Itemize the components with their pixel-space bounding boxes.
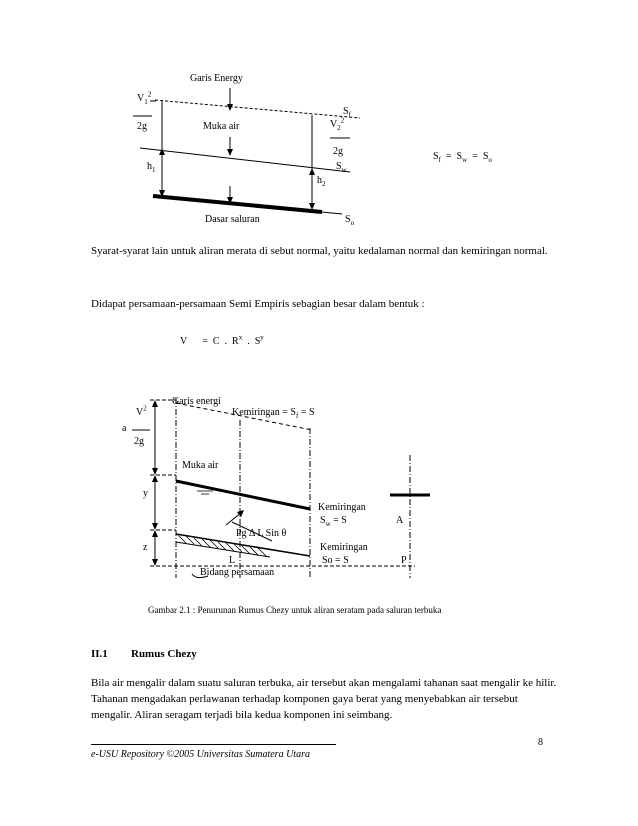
h2-sub: 2 <box>322 180 326 188</box>
force-arrowhead <box>237 510 244 517</box>
section-number: II.1 <box>91 648 108 660</box>
garis-energi-label: Garis energi <box>172 396 221 407</box>
point-a-label: A <box>396 515 404 526</box>
kemiringan-low-label: Kemiringan <box>320 542 368 553</box>
point-p-label: P <box>401 555 407 566</box>
kemiringan-mid-label: Kemiringan <box>318 502 366 513</box>
sw-eq-tail: = S <box>330 515 347 526</box>
footer-rule <box>91 744 336 745</box>
z-label: z <box>143 542 148 553</box>
so-s: S <box>345 214 351 225</box>
so-sub: o <box>350 219 355 227</box>
y-label: y <box>143 488 148 499</box>
eq-equals-1: = <box>445 151 452 162</box>
eq-dot-1: . <box>224 336 228 347</box>
sw-eq-sub: w <box>325 520 331 528</box>
l-label: L <box>229 555 236 566</box>
fig2-muka-air-label: Muka air <box>182 460 219 471</box>
eq-c: C <box>212 336 220 347</box>
v1-v: V <box>137 93 145 104</box>
eq-r-sup: x <box>238 333 243 342</box>
v2-v: V <box>330 119 338 130</box>
eq-so-sub: o <box>488 156 492 164</box>
paragraph-semi-empiris: Didapat persamaan-persamaan Semi Empiris sebagian besar dalam bentuk : <box>91 298 425 310</box>
paragraph-chezy: Bila air mengalir dalam suatu saluran terbuka, air tersebut akan mengalami tahanan saat mengalir ke hilir. Tahanan mengadakan perlawanan terhadap komponen gaya berat yang menyebabkan air tersebut mengalir. Aliran seragam terjadi bila kedua komponen ini seimbang. <box>91 677 557 721</box>
kemiringan-top-sub: f <box>295 412 299 420</box>
paragraph-normal-flow: Syarat-syarat lain untuk aliran merata di sebut normal, yaitu kedalaman normal dan kemiringan normal. <box>91 245 548 257</box>
dim-z-head-up <box>152 530 158 537</box>
sf-sub: f <box>348 111 351 119</box>
eq-equals: = <box>202 336 208 347</box>
dim-y-head-up <box>152 475 158 482</box>
muka-air-label: Muka air <box>203 121 240 132</box>
bed-under-line <box>176 542 270 557</box>
h2-h: h <box>317 175 322 186</box>
v2-sub: 2 <box>337 124 341 132</box>
pg-force-label: Pg Δ L Sin θ <box>236 528 287 539</box>
v2-sup: 2 <box>340 116 345 125</box>
fig2-den-label: 2g <box>134 436 144 447</box>
eq-v: V <box>180 336 188 347</box>
dasar-saluran-label: Dasar saluran <box>205 214 260 225</box>
v1-sub: 1 <box>144 98 148 106</box>
eq-dot-2: . <box>247 336 250 347</box>
footer-text: e-USU Repository ©2005 Universitas Sumatera Utara <box>91 749 310 760</box>
garis-energy-label: Garis Energy <box>190 73 243 84</box>
a-label: a <box>122 423 127 434</box>
figure-caption: Gambar 2.1 : Penurunan Rumus Chezy untuk aliran seratam pada saluran terbuka <box>148 605 442 615</box>
eq-s: S <box>254 336 261 347</box>
kemiringan-top-text: Kemiringan = S <box>232 407 296 418</box>
den-left-label: 2g <box>137 121 147 132</box>
eq-sw: S <box>456 151 463 162</box>
page-number: 8 <box>538 737 543 748</box>
sw-eq-s: S <box>320 515 326 526</box>
water-surface <box>176 481 310 509</box>
sw-s: S <box>336 161 342 172</box>
eq-sw-sub: w <box>462 156 468 164</box>
sw-equals-s-label <box>320 515 347 526</box>
dim-a-head-down <box>152 468 158 475</box>
v1-sup: 2 <box>147 90 152 99</box>
eq-equals-2: = <box>472 151 478 162</box>
h1-sub: 1 <box>152 166 156 174</box>
kemiringan-sf-label <box>232 407 315 418</box>
dim-y-head-down <box>152 523 158 530</box>
eq-s-sup: y <box>260 333 264 342</box>
bidang-persamaan-label: Bidang persamaan <box>200 567 275 578</box>
sf-s: S <box>343 106 349 117</box>
eq-sf: S <box>433 151 439 162</box>
fig2-v2-label <box>136 404 147 418</box>
section-title: Rumus Chezy <box>131 648 197 660</box>
h1-h: h <box>147 161 152 172</box>
so-equals-s-label: So = S <box>322 555 349 566</box>
eq-so: S <box>482 151 489 162</box>
den-right-label: 2g <box>333 146 343 157</box>
eq-r: R <box>232 336 239 347</box>
dim-a-head-up <box>152 400 158 407</box>
kemiringan-top-tail: = S <box>298 407 315 418</box>
eq-sf-sub: f <box>438 156 441 164</box>
dim-z-head-down <box>152 559 158 566</box>
sw-sub: w <box>341 166 347 174</box>
fig2-v: V <box>136 407 144 418</box>
fig2-v-sup: 2 <box>143 404 147 413</box>
